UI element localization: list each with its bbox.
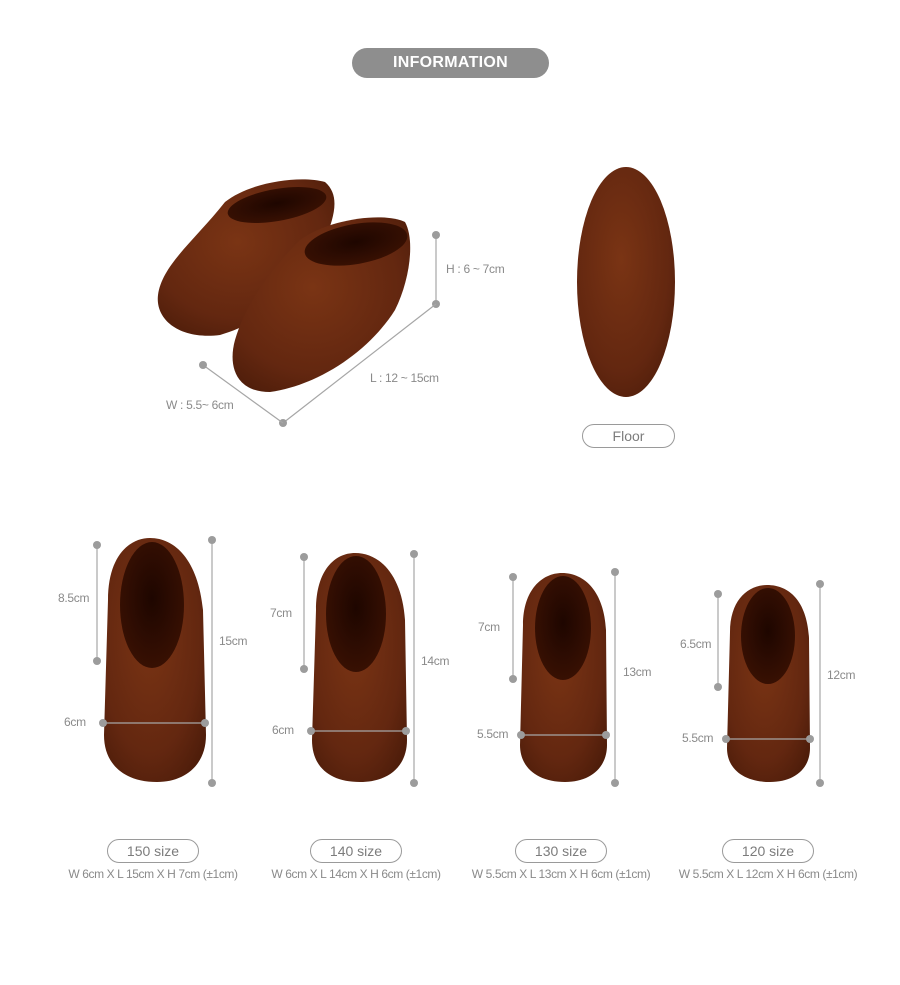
size-150-length-label: 15cm (219, 634, 248, 648)
size-120-pill: 120 size (722, 839, 814, 863)
floor-label-pill: Floor (582, 424, 675, 448)
size-140-length-label: 14cm (421, 654, 450, 668)
size-130-spec: W 5.5cm X L 13cm X H 6cm (±1cm) (471, 867, 651, 881)
size-140-depth-label: 7cm (270, 606, 292, 620)
slipper-150-image (104, 538, 206, 782)
size-120-length-label: 12cm (827, 668, 856, 682)
size-150-pill: 150 size (107, 839, 199, 863)
slipper-130-image (520, 573, 607, 782)
size-150-width-label: 6cm (64, 715, 86, 729)
height-range-label: H : 6 ~ 7cm (446, 262, 505, 276)
slipper-120-image (727, 585, 810, 782)
size-120-depth-label: 6.5cm (680, 637, 712, 651)
width-range-label: W : 5.5~ 6cm (166, 398, 234, 412)
slipper-pair-image (158, 179, 411, 392)
slipper-140-image (312, 553, 407, 782)
size-130-pill: 130 size (515, 839, 607, 863)
section-title-badge: INFORMATION (352, 48, 549, 78)
size-120-width-label: 5.5cm (682, 731, 714, 745)
size-120-spec: W 5.5cm X L 12cm X H 6cm (±1cm) (678, 867, 858, 881)
size-130-length-label: 13cm (623, 665, 652, 679)
length-range-label: L : 12 ~ 15cm (370, 371, 439, 385)
size-140-pill: 140 size (310, 839, 402, 863)
size-130-width-label: 5.5cm (477, 727, 509, 741)
size-150-spec: W 6cm X L 15cm X H 7cm (±1cm) (68, 867, 238, 881)
size-140-spec: W 6cm X L 14cm X H 6cm (±1cm) (271, 867, 441, 881)
size-140-width-label: 6cm (272, 723, 294, 737)
size-130-depth-label: 7cm (478, 620, 500, 634)
size-150-depth-label: 8.5cm (58, 591, 90, 605)
slipper-sole-image (577, 167, 675, 397)
